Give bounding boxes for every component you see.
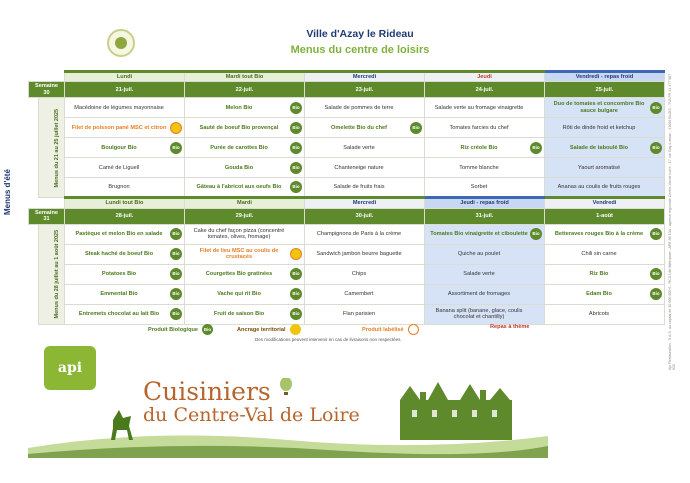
- menu-item: [185, 158, 305, 178]
- menu-item: [305, 264, 425, 284]
- api-logo: api: [44, 346, 96, 390]
- label-icon: [408, 324, 419, 335]
- menu-item-text: Riz créole Bio: [460, 144, 498, 151]
- menu-item: [305, 138, 425, 158]
- bio-icon: Bio: [650, 228, 662, 240]
- menu-item: [305, 284, 425, 304]
- menu-item-text: Tomates Bio vinaigrette et ciboulette: [430, 230, 528, 237]
- menu-item-text: Steak haché de boeuf Bio: [84, 250, 154, 257]
- menu-item: [185, 304, 305, 324]
- day-header: Vendredi: [545, 198, 665, 208]
- bio-icon: Bio: [650, 102, 662, 114]
- menu-item-text: Salade de fruits frais: [333, 184, 385, 191]
- menu-item-text: Potatoes Bio: [101, 270, 137, 277]
- menu-item-text: Edam Bio: [586, 290, 612, 297]
- bio-icon: Bio: [530, 228, 542, 240]
- menu-item: [425, 244, 545, 264]
- menu-item: [545, 244, 665, 264]
- menu-item-text: Emmental Bio: [100, 290, 138, 297]
- menu-item-text: Filet de poisson pané MSC et citron: [71, 124, 167, 131]
- menu-item: [305, 244, 425, 264]
- bio-icon: Bio: [170, 248, 182, 260]
- bio-icon: Bio: [170, 288, 182, 300]
- bio-icon: Bio: [170, 308, 182, 320]
- menu-item-text: Cake du chef façon pizza (concentré tomates, olives, fromage): [193, 227, 285, 241]
- menu-item-text: Tomme blanche: [459, 164, 499, 171]
- corner-cell: [39, 72, 65, 82]
- menu-item-text: Sandwich jambon beurre baguette: [316, 250, 402, 257]
- bio-icon: Bio: [290, 268, 302, 280]
- menu-item-text: Salade de pommes de terre: [324, 104, 394, 111]
- menu-item-text: Chanteneige nature: [334, 164, 384, 171]
- week-range-label: [39, 98, 65, 198]
- menu-item-text: Fruit de saison Bio: [213, 310, 265, 317]
- menu-item-text: Salade verte: [343, 144, 375, 151]
- week-label: Semaine 31: [29, 208, 65, 224]
- day-header: Vendredi - repas froid: [545, 72, 665, 82]
- bio-icon: Bio: [170, 142, 182, 154]
- menu-item: [305, 304, 425, 324]
- side-spacer: [29, 98, 39, 198]
- menu-item: [425, 98, 545, 118]
- menu-table: [28, 70, 665, 325]
- date-cell: 21-juil.: [65, 82, 185, 98]
- menu-item: [65, 178, 185, 198]
- menu-item-text: Chips: [351, 270, 367, 277]
- bio-icon: Bio: [410, 122, 422, 134]
- menu-item-text: Rôti de dinde froid et ketchup: [562, 124, 636, 131]
- day-header: Lundi tout Bio: [65, 198, 185, 208]
- legend-local: Ancrage territorial: [237, 324, 301, 335]
- bio-icon: Bio: [530, 142, 542, 154]
- day-header: Lundi: [65, 72, 185, 82]
- menu-item-text: Camembert: [344, 290, 374, 297]
- bio-icon: Bio: [290, 288, 302, 300]
- map-icon: [290, 324, 301, 335]
- menu-item: [425, 138, 545, 158]
- menu-item-text: Riz Bio: [589, 270, 609, 277]
- label-icon: [290, 248, 302, 260]
- menu-item-text: Chili sin carne: [581, 250, 617, 257]
- menu-item-text: Sorbet: [470, 184, 488, 191]
- menu-item-text: Courgettes Bio gratinées: [205, 270, 273, 277]
- menu-item: [185, 178, 305, 198]
- menu-item: [305, 178, 425, 198]
- bio-icon: Bio: [202, 324, 213, 335]
- menu-item-text: Gouda Bio: [224, 164, 254, 171]
- bio-icon: Bio: [290, 122, 302, 134]
- corner-cell: [29, 72, 39, 82]
- legend-label: Produit labélisé: [362, 324, 419, 335]
- menu-item-text: Quiche au poulet: [457, 250, 501, 257]
- menu-item: [425, 158, 545, 178]
- menu-item: [305, 224, 425, 244]
- legend-theme: Repas à thème: [490, 324, 530, 330]
- menu-item: [545, 98, 665, 118]
- menu-item: [185, 224, 305, 244]
- menu-item-text: Duo de tomates et concombre Bio sauce bulgare: [553, 101, 645, 114]
- menu-item-text: Champignons de Paris à la crème: [316, 230, 402, 237]
- menu-item-text: Pastèque et melon Bio en salade: [75, 230, 163, 237]
- menu-item: [545, 158, 665, 178]
- menu-item-text: Yaourt aromatisé: [577, 164, 621, 171]
- bio-icon: Bio: [290, 308, 302, 320]
- menu-item: [545, 118, 665, 138]
- menu-item-text: Salade verte: [463, 270, 495, 277]
- menu-item-text: Betteraves rouges Bio à la crème: [554, 230, 644, 237]
- week-label: Semaine 30: [29, 82, 65, 98]
- city-logo: [107, 29, 135, 57]
- page-title: Ville d'Azay le Rideau: [306, 28, 414, 40]
- date-cell: 31-juil.: [425, 208, 545, 224]
- side-label: Menus d'été: [3, 169, 12, 215]
- bio-icon: Bio: [650, 268, 662, 280]
- menu-item: [185, 264, 305, 284]
- bio-icon: Bio: [650, 142, 662, 154]
- bio-icon: Bio: [170, 268, 182, 280]
- bio-icon: Bio: [290, 162, 302, 174]
- date-cell: 22-juil.: [185, 82, 305, 98]
- menu-item: [185, 118, 305, 138]
- balloon-icon: [280, 378, 292, 395]
- date-cell: 28-juil.: [65, 208, 185, 224]
- brand-line2: du Centre-Val de Loire: [143, 404, 360, 426]
- corner-cell: [29, 198, 39, 208]
- menu-item: [65, 284, 185, 304]
- menu-item-text: Assortiment de fromages: [447, 290, 511, 297]
- day-header: Mardi: [185, 198, 305, 208]
- menu-item-text: Melon Bio: [225, 104, 253, 111]
- menu-item-text: Vache qui rit Bio: [217, 290, 261, 297]
- brand-line1: Cuisiniers: [143, 377, 271, 406]
- date-cell: 30-juil.: [305, 208, 425, 224]
- week-range-text: Menus du 21 au 25 juillet 2025: [53, 108, 60, 188]
- page-subtitle: Menus du centre de loisirs: [290, 44, 430, 56]
- menu-item-text: Gâteau à l'abricot aux oeufs Bio: [196, 184, 282, 191]
- menu-item: [65, 264, 185, 284]
- menu-item: [185, 244, 305, 264]
- bio-icon: Bio: [290, 142, 302, 154]
- label-icon: [170, 122, 182, 134]
- menu-item: [425, 178, 545, 198]
- menu-item: [65, 98, 185, 118]
- menu-item-text: Abricots: [588, 310, 610, 317]
- menu-item: [425, 264, 545, 284]
- menu-item: [305, 98, 425, 118]
- menu-item-text: Tomates farcies du chef: [449, 124, 509, 131]
- menu-item: [545, 264, 665, 284]
- menu-item: [185, 284, 305, 304]
- bio-icon: Bio: [290, 181, 302, 193]
- menu-item-text: Purée de carottes Bio: [210, 144, 268, 151]
- menu-item: [545, 304, 665, 324]
- date-cell: 23-juil.: [305, 82, 425, 98]
- menu-item-text: Camé de Liguell: [98, 164, 140, 171]
- menu-item-text: Filet de lieu MSC au coulis de crustacés: [199, 247, 279, 261]
- menu-item: [425, 118, 545, 138]
- side-spacer: [29, 224, 39, 324]
- menu-item: [65, 224, 185, 244]
- date-cell: 1-août: [545, 208, 665, 224]
- menu-item-text: Macédoine de légumes mayonnaise: [74, 104, 164, 111]
- menu-item: [545, 178, 665, 198]
- week-range-label: [39, 224, 65, 324]
- menu-item: [425, 224, 545, 244]
- menu-item: [65, 138, 185, 158]
- menu-item: [545, 284, 665, 304]
- menu-item: [65, 244, 185, 264]
- menu-item: [65, 304, 185, 324]
- week-range-text: Menus du 28 juillet au 1 août 2025: [53, 229, 60, 319]
- menu-item: [185, 98, 305, 118]
- bio-icon: Bio: [650, 288, 662, 300]
- bio-icon: Bio: [290, 102, 302, 114]
- menu-item-text: Flan parisien: [342, 310, 376, 317]
- day-header: Jeudi - repas froid: [425, 198, 545, 208]
- menu-item: [425, 284, 545, 304]
- menu-item-text: Omelette Bio du chef: [331, 124, 387, 131]
- menu-item-text: Salade verte au fromage vinaigrette: [434, 104, 524, 111]
- menu-item: [185, 138, 305, 158]
- legend-bio: Produit Biologique Bio: [148, 324, 213, 335]
- menu-item: [65, 158, 185, 178]
- date-cell: 25-juil.: [545, 82, 665, 98]
- menu-item: [65, 118, 185, 138]
- menu-item-text: Sauté de boeuf Bio provençal: [199, 124, 279, 131]
- date-cell: 24-juil.: [425, 82, 545, 98]
- menu-item-text: Banana split (banane, glace, coulis chocolat et chantilly): [435, 307, 523, 321]
- day-header: Mercredi: [305, 72, 425, 82]
- menu-item-text: Salade de taboulé Bio: [569, 144, 629, 151]
- menu-item: [425, 304, 545, 324]
- day-header: Mercredi: [305, 198, 425, 208]
- disclaimer-note: Des modifications peuvent intervenir en cas de livraisons non respectées.: [255, 337, 402, 342]
- corner-cell: [39, 198, 65, 208]
- menu-item: [545, 138, 665, 158]
- bio-icon: Bio: [170, 228, 182, 240]
- menu-item-text: Brugnon: [108, 184, 130, 191]
- menu-item-text: Boulgour Bio: [101, 144, 137, 151]
- menu-item: [305, 158, 425, 178]
- apple-icon: [115, 37, 127, 49]
- menu-item: [305, 118, 425, 138]
- day-header: Mardi tout Bio: [185, 72, 305, 82]
- day-header: Jeudi: [425, 72, 545, 82]
- menu-item: [545, 224, 665, 244]
- menu-item-text: Entremets chocolat au lait Bio: [78, 310, 160, 317]
- legal-text: Api Restauration - S.A.S. au capital de 10 000 000 € - RCS Lille Métropole - APE 56 10A - agence régionale Centre-Val de Loire - 17 rue Gay-Lussac - 41000 BLOIS - TVA FR 41 477 587 030: [668, 73, 676, 370]
- menu-item-text: Ananas au coulis de fruits rouges: [557, 184, 641, 191]
- date-cell: 29-juil.: [185, 208, 305, 224]
